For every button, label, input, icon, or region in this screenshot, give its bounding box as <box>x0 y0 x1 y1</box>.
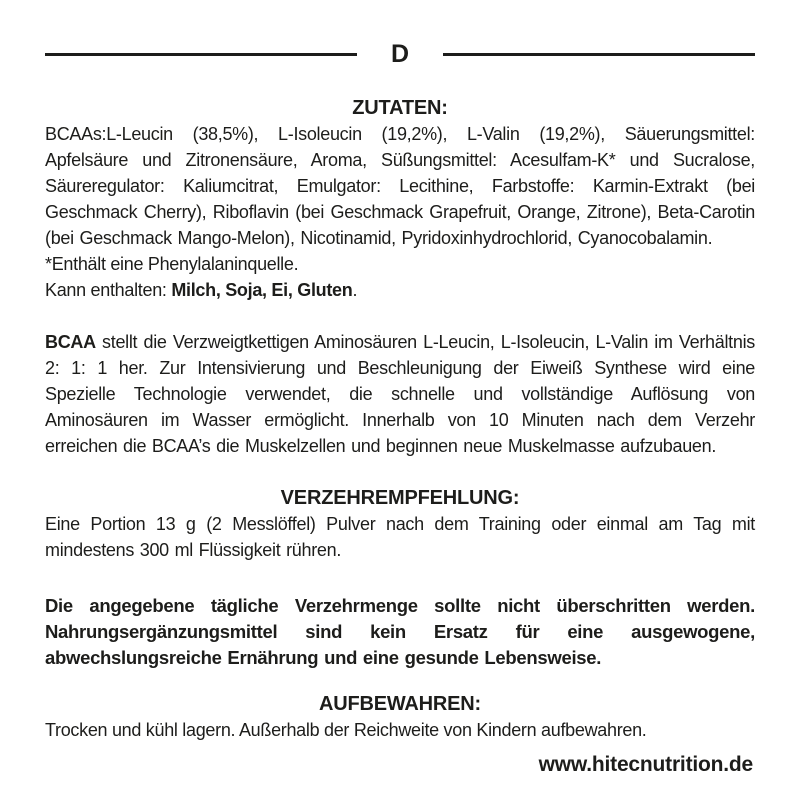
zutaten-ingredients-text: BCAAs:L-Leucin (38,5%), L-Isoleucin (19,2%), L-Valin (19,2%), Säuerungsmittel: Apfelsäure und Zitronensäure, Aroma, Süßungsmittel: Acesulfam-K* und Sucralose, Säureregulator: Kaliumcitrat, Emulgator: Lecithine, Farbstoffe: Karmin-Extrakt (bei Geschmack Cherry), Riboflavin (bei Geschmack Grapefruit, Orange, Zitrone), Beta-Carotin (bei Geschmack Mango-Melon), Nicotinamid, Pyridoxinhydrochlorid, Cyanocobalamin. <box>45 124 755 248</box>
divider-line-left <box>45 53 357 56</box>
verzehrempfehlung-heading: VERZEHREMPFEHLUNG: <box>280 487 520 509</box>
allergen-list: Milch, Soja, Ei, Gluten <box>171 280 353 300</box>
zutaten-heading: ZUTATEN: <box>352 97 448 119</box>
bcaa-description <box>45 329 755 459</box>
phenylalanine-footnote: *Enthält eine Phenylalaninquelle. <box>45 254 299 274</box>
website-url: www.hitecnutrition.de <box>538 753 753 776</box>
bcaa-term: BCAA <box>45 332 96 352</box>
allergen-notice-prefix: Kann enthalten: <box>45 280 172 300</box>
daily-intake-warning: Die angegebene tägliche Verzehrmenge sollte nicht überschritten werden. Nahrungsergänzungsmittel sind kein Ersatz für eine ausgewogene, abwechslungsreiche Ernährung und eine gesunde Lebensweise. <box>45 595 755 668</box>
bcaa-description-text: stellt die Verzweigtkettigen Aminosäuren L-Leucin, L-Isoleucin, L-Valin im Verhältnis 2: 1: 1 her. Zur Intensivierung und Beschleunigung der Eiweiß Synthese wird eine Spezielle Technologie verwendet, die schnelle und vollständige Auflösung von Aminosäuren im Wasser ermöglicht. Innerhalb von 10 Minuten nach dem Verzehr erreichen die BCAA’s die Muskelzellen und beginnen neue Muskelmasse aufzubauen. <box>45 332 755 456</box>
allergen-notice-suffix: . <box>352 280 358 300</box>
language-marker: D <box>390 40 410 68</box>
allergen-notice <box>45 277 755 303</box>
aufbewahren-heading: AUFBEWAHREN: <box>318 693 482 715</box>
storage-instructions: Trocken und kühl lagern. Außerhalb der Reichweite von Kindern aufbewahren. <box>45 720 647 740</box>
verzehrempfehlung-text: Eine Portion 13 g (2 Messlöffel) Pulver nach dem Training oder einmal am Tag mit mindestens 300 ml Flüssigkeit rühren. <box>45 514 755 560</box>
divider-line-right <box>443 53 755 56</box>
language-divider <box>45 42 755 67</box>
